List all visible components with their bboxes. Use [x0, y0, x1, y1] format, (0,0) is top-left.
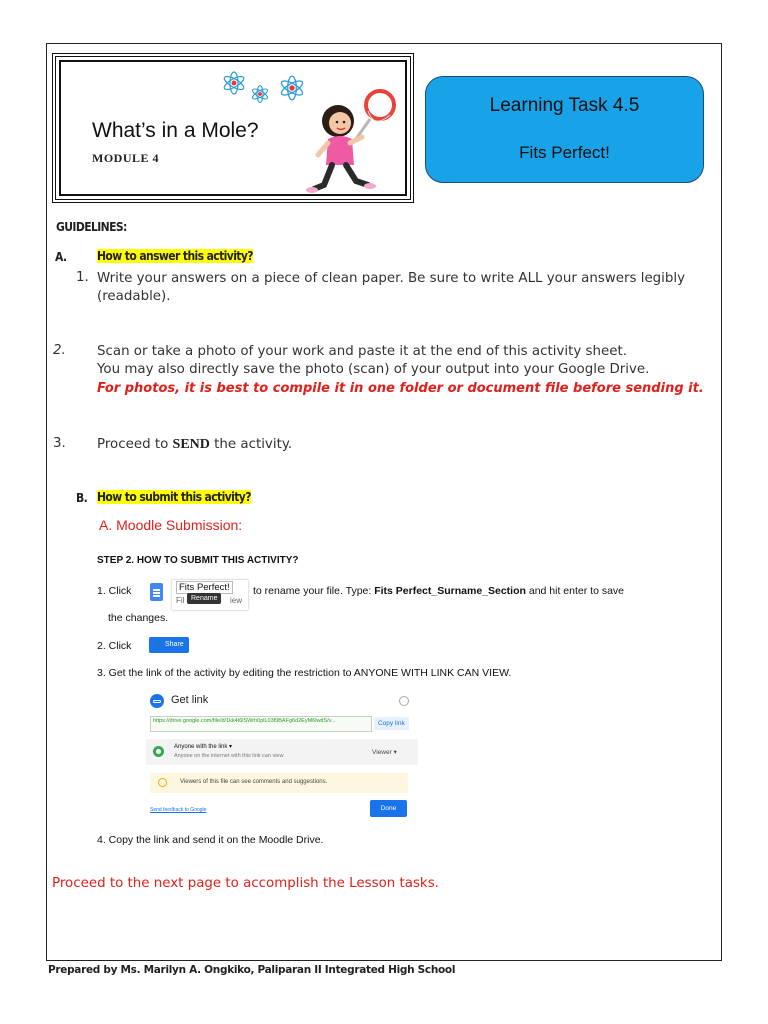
file-menu-text: Fil	[176, 596, 185, 605]
info-icon	[158, 778, 167, 787]
item1-line2: (readable).	[97, 289, 171, 304]
role-dropdown[interactable]: Viewer ▾	[372, 749, 397, 756]
access-description: Anyone on the internet with this link can view	[174, 753, 284, 759]
get-link-title: Get link	[171, 694, 209, 706]
globe-icon	[153, 746, 164, 757]
atom-icon	[250, 84, 270, 104]
section-a-label: A.	[55, 250, 67, 264]
learning-task-title: Learning Task 4.5	[489, 95, 640, 116]
guidelines-heading: GUIDELINES:	[56, 220, 127, 234]
share-button[interactable]: 👤 Share	[149, 637, 189, 653]
step2-click: 2. Click	[97, 640, 132, 652]
step1-click: 1. Click	[97, 585, 132, 597]
share-url: https://drive.google.com/file/d/1kk4t6lSWrh0plL03f9BAFg6d2EyM6lwdS/v...	[153, 718, 336, 724]
module-label: MODULE 4	[92, 151, 159, 165]
module-banner	[52, 53, 414, 203]
footer-credit: Prepared by Ms. Marilyn A. Ongkiko, Paliparan II Integrated High School	[48, 964, 456, 976]
item3-line	[97, 436, 292, 454]
get-link-dialog	[146, 688, 418, 824]
learning-task-subtitle: Fits Perfect!	[519, 143, 610, 162]
done-button[interactable]: Done	[370, 800, 407, 817]
learning-task-box	[425, 76, 704, 183]
item3-post: the activity.	[209, 437, 293, 452]
rename-tooltip: Rename	[187, 593, 221, 604]
google-docs-icon	[150, 583, 163, 601]
item-number: 3.	[53, 436, 66, 451]
item-number: 2.	[53, 343, 66, 358]
access-setting-label: Anyone with the link	[174, 744, 228, 750]
section-b-label: B.	[76, 491, 88, 505]
step1-text	[253, 585, 624, 597]
item2-line2: You may also directly save the photo (scan) of your output into your Google Drive.	[97, 362, 650, 377]
atom-icon	[221, 70, 247, 96]
share-url-field[interactable]	[150, 716, 372, 732]
access-setting[interactable]: Anyone with the link ▾	[174, 744, 233, 750]
access-row	[146, 739, 418, 765]
view-menu-text: iew	[230, 596, 243, 605]
copy-link-button[interactable]: Copy link	[374, 717, 409, 730]
section-b-title: How to submit this activity?	[97, 490, 251, 504]
step-heading: STEP 2. HOW TO SUBMIT THIS ACTIVITY?	[97, 555, 299, 566]
link-icon	[150, 694, 164, 708]
photo-compile-note: For photos, it is best to compile it in one folder or document file before sending it.	[97, 381, 704, 396]
next-page-note: Proceed to the next page to accomplish the Lesson tasks.	[52, 876, 439, 891]
item2-line1: Scan or take a photo of your work and paste it at the end of this activity sheet.	[97, 344, 627, 359]
gear-icon[interactable]	[399, 696, 409, 706]
item1-line1: Write your answers on a piece of clean paper. Be sure to write ALL your answers legibly	[97, 271, 686, 286]
step1-mid: to rename your file. Type:	[253, 585, 375, 597]
step1-line2: the changes.	[108, 612, 169, 624]
item3-pre: Proceed to	[97, 437, 173, 452]
step1-post: and hit enter to save	[525, 585, 625, 597]
notice-text: Viewers of this file can see comments and suggestions.	[180, 779, 328, 785]
item-number: 1.	[76, 270, 89, 285]
send-word: SEND	[172, 437, 210, 452]
banner-title: What’s in a Mole?	[92, 119, 259, 142]
role-label: Viewer	[372, 749, 392, 756]
comments-notice	[150, 773, 408, 793]
section-a-title: How to answer this activity?	[97, 249, 253, 263]
step3-text: 3. Get the link of the activity by editing the restriction to ANYONE WITH LINK CAN VIEW.	[97, 667, 512, 679]
share-label: Share	[164, 641, 184, 648]
filename-format: Fits Perfect_Surname_Section	[374, 585, 526, 597]
file-title-field[interactable]: Fits Perfect!	[176, 581, 233, 594]
moodle-submission-heading: A. Moodle Submission:	[99, 517, 243, 533]
rename-popup	[172, 580, 248, 610]
step4-text: 4. Copy the link and send it on the Moodle Drive.	[97, 834, 324, 846]
girl-with-net-illustration	[298, 81, 408, 199]
feedback-link[interactable]: Send feedback to Google	[150, 807, 207, 813]
